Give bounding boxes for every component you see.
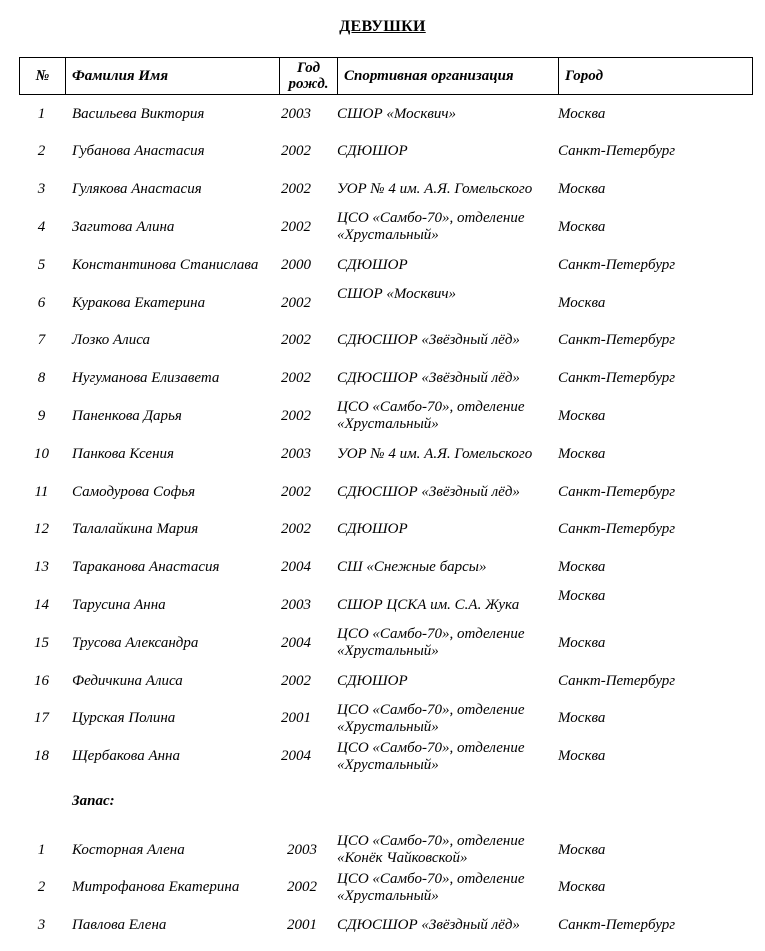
city: Москва xyxy=(558,634,606,651)
athlete-name: Куракова Екатерина xyxy=(72,294,206,311)
table-row xyxy=(0,624,765,662)
organization: ЦСО «Самбо-70», отделение «Хрустальный» xyxy=(337,210,525,244)
birth-year: 2002 xyxy=(281,672,311,689)
row-number: 10 xyxy=(34,445,49,462)
organization: СДЮШОР xyxy=(337,256,408,273)
birth-year: 2002 xyxy=(281,521,311,538)
row-number: 1 xyxy=(37,841,46,858)
athlete-name: Павлова Елена xyxy=(72,916,167,933)
athlete-name: Васильева Виктория xyxy=(72,105,205,122)
city: Москва xyxy=(558,294,606,311)
birth-year: 2002 xyxy=(281,483,311,500)
table-row xyxy=(0,133,765,171)
athlete-name: Митрофанова Екатерина xyxy=(72,879,240,895)
row-number: 17 xyxy=(34,710,49,727)
header-number: № xyxy=(20,58,66,95)
city: Москва xyxy=(558,588,606,605)
table-row xyxy=(0,511,765,549)
table-header xyxy=(19,57,753,95)
row-number: 2 xyxy=(37,879,46,895)
city: Москва xyxy=(558,841,606,858)
birth-year: 2002 xyxy=(281,181,311,198)
birth-year: 2002 xyxy=(281,218,311,235)
city: Санкт-Петербург xyxy=(558,370,676,387)
header-city: Город xyxy=(559,58,753,95)
table-row xyxy=(0,738,765,776)
birth-year: 2003 xyxy=(281,445,311,462)
organization: СШОР «Москвич» xyxy=(337,105,457,122)
city: Санкт-Петербург xyxy=(558,521,676,538)
birth-year: 2002 xyxy=(281,332,311,349)
table-row xyxy=(0,831,765,869)
athlete-name: Федичкина Алиса xyxy=(72,672,183,689)
row-number: 6 xyxy=(37,294,46,311)
row-number: 11 xyxy=(34,483,49,500)
organization: СДЮСШОР «Звёздный лёд» xyxy=(337,483,520,500)
city: Москва xyxy=(558,748,606,765)
table-row xyxy=(0,869,765,907)
row-number: 1 xyxy=(37,105,46,122)
organization: СДЮСШОР «Звёздный лёд» xyxy=(337,332,520,349)
city: Москва xyxy=(558,445,606,462)
city: Москва xyxy=(558,710,606,727)
table-row xyxy=(0,586,765,624)
athlete-name: Губанова Анастасия xyxy=(72,143,205,160)
birth-year: 2001 xyxy=(287,916,317,933)
row-number: 12 xyxy=(34,521,49,538)
organization: СДЮШОР xyxy=(337,143,408,160)
organization: СШОР ЦСКА им. С.А. Жука xyxy=(337,596,520,613)
row-number: 18 xyxy=(34,748,49,765)
city: Москва xyxy=(558,218,606,235)
city: Санкт-Петербург xyxy=(558,332,676,349)
athlete-name: Паненкова Дарья xyxy=(72,407,182,424)
city: Москва xyxy=(558,181,606,198)
athlete-name: Гулякова Анастасия xyxy=(72,181,202,198)
row-number: 2 xyxy=(37,143,46,160)
city: Москва xyxy=(558,879,606,895)
athlete-name: Нугуманова Елизавета xyxy=(72,370,220,387)
city: Москва xyxy=(558,105,606,122)
table-row xyxy=(0,397,765,435)
header-organization: Спортивная организация xyxy=(338,58,559,95)
row-number: 4 xyxy=(37,218,46,235)
organization: СДЮШОР xyxy=(337,521,408,538)
table-row xyxy=(0,95,765,133)
organization: ЦСО «Самбо-70», отделение «Хрустальный» xyxy=(337,626,525,660)
athlete-name: Лозко Алиса xyxy=(72,332,150,349)
birth-year: 2003 xyxy=(287,841,317,858)
birth-year: 2004 xyxy=(281,748,311,765)
city: Москва xyxy=(558,559,606,576)
table-row xyxy=(0,906,765,944)
row-number: 5 xyxy=(37,256,46,273)
table-row xyxy=(0,435,765,473)
row-number: 15 xyxy=(34,634,49,651)
athlete-name: Тарусина Анна xyxy=(72,596,166,613)
birth-year: 2002 xyxy=(281,370,311,387)
row-number: 9 xyxy=(37,407,46,424)
header-year xyxy=(280,58,338,95)
city: Москва xyxy=(558,407,606,424)
athlete-name: Загитова Алина xyxy=(72,218,175,235)
athlete-name: Панкова Ксения xyxy=(72,445,174,462)
birth-year: 2002 xyxy=(281,143,311,160)
athlete-name: Константинова Станислава xyxy=(72,256,259,273)
birth-year: 2000 xyxy=(281,256,311,273)
birth-year: 2002 xyxy=(281,294,311,311)
organization: ЦСО «Самбо-70», отделение «Хрустальный» xyxy=(337,701,525,735)
header-name: Фамилия Имя xyxy=(66,58,280,95)
row-number: 3 xyxy=(37,181,46,198)
organization: СДЮСШОР «Звёздный лёд» xyxy=(337,916,520,933)
organization: УОР № 4 им. А.Я. Гомельского xyxy=(337,445,533,462)
table-row xyxy=(0,549,765,587)
organization: СШОР «Москвич» xyxy=(337,286,457,302)
table-row xyxy=(0,473,765,511)
city: Санкт-Петербург xyxy=(558,916,676,933)
table-row xyxy=(0,246,765,284)
reserve-heading: Запас: xyxy=(72,793,115,809)
organization: ЦСО «Самбо-70», отделение «Хрустальный» xyxy=(337,870,525,904)
athlete-name: Талалайкина Мария xyxy=(72,521,199,538)
athlete-name: Цурская Полина xyxy=(72,710,176,727)
table-row xyxy=(0,360,765,398)
birth-year: 2004 xyxy=(281,634,311,651)
athlete-name: Самодурова Софья xyxy=(72,483,196,500)
table-row xyxy=(0,171,765,209)
city: Санкт-Петербург xyxy=(558,256,676,273)
table-row xyxy=(0,322,765,360)
organization: СДЮШОР xyxy=(337,672,408,689)
table-row xyxy=(0,700,765,738)
organization: ЦСО «Самбо-70», отделение «Конёк Чайковской» xyxy=(337,833,525,866)
page-title: ДЕВУШКИ xyxy=(339,18,426,35)
birth-year: 2002 xyxy=(287,879,317,895)
row-number: 16 xyxy=(34,672,49,689)
city: Санкт-Петербург xyxy=(558,672,676,689)
header-year-line1: Год xyxy=(296,60,321,76)
header-year-line2: рожд. xyxy=(288,76,329,92)
organization: ЦСО «Самбо-70», отделение «Хрустальный» xyxy=(337,739,525,773)
city: Санкт-Петербург xyxy=(558,483,676,500)
city: Санкт-Петербург xyxy=(558,143,676,160)
organization: СДЮСШОР «Звёздный лёд» xyxy=(337,370,520,387)
organization: ЦСО «Самбо-70», отделение «Хрустальный» xyxy=(337,399,525,433)
birth-year: 2003 xyxy=(281,105,311,122)
birth-year: 2001 xyxy=(281,710,311,727)
athlete-name: Тараканова Анастасия xyxy=(72,559,220,576)
row-number: 13 xyxy=(34,559,49,576)
organization: СШ «Снежные барсы» xyxy=(337,559,487,576)
birth-year: 2002 xyxy=(281,407,311,424)
row-number: 14 xyxy=(34,596,49,613)
birth-year: 2003 xyxy=(281,596,311,613)
athlete-name: Косторная Алена xyxy=(72,841,185,858)
row-number: 7 xyxy=(37,332,46,349)
table-row xyxy=(0,208,765,246)
athlete-name: Трусова Александра xyxy=(72,634,199,651)
row-number: 3 xyxy=(37,916,46,933)
organization: УОР № 4 им. А.Я. Гомельского xyxy=(337,181,533,198)
table-row xyxy=(0,284,765,322)
athlete-name: Щербакова Анна xyxy=(72,748,180,765)
birth-year: 2004 xyxy=(281,559,311,576)
table-row xyxy=(0,662,765,700)
row-number: 8 xyxy=(37,370,46,387)
